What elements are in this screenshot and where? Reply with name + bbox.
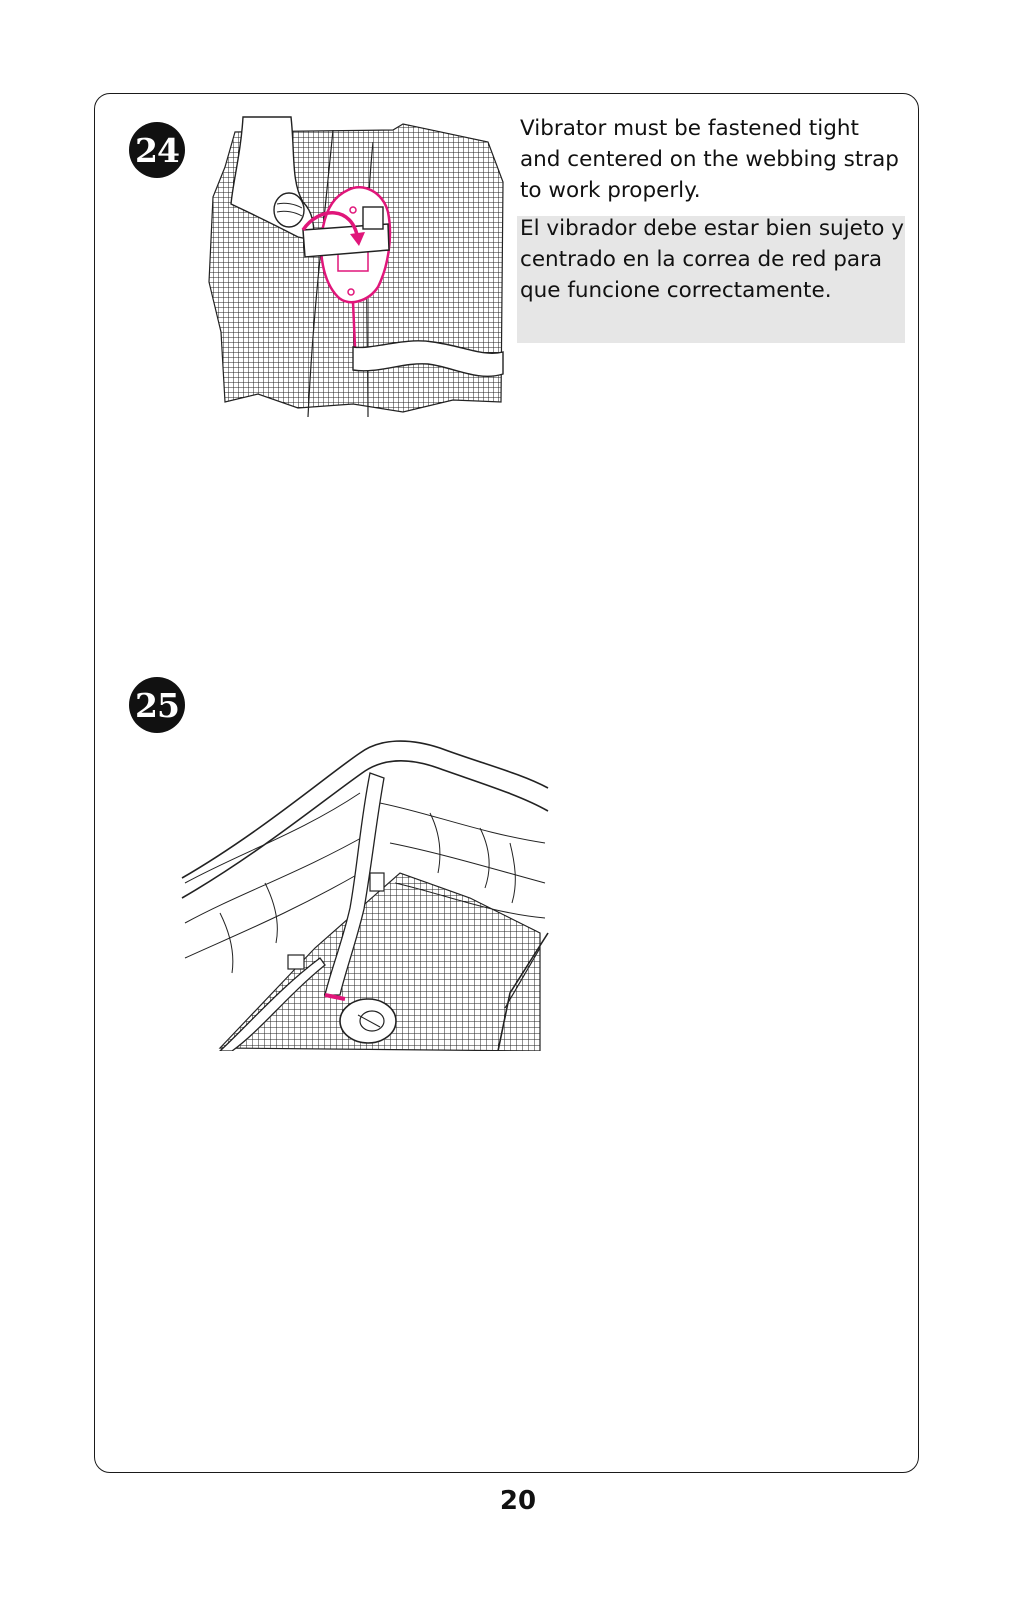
- step-24-badge: [129, 122, 185, 178]
- step-24-instruction-english: Vibrator must be fastened tight and centered on the webbing strap to work properly.: [520, 116, 899, 203]
- step-24-number: 24: [135, 130, 179, 170]
- step-25-badge: [129, 677, 185, 733]
- bassinet-vibrator-illustration: [180, 733, 550, 1051]
- step-24-instruction-spanish: El vibrador debe estar bien sujeto y centrado en la correa de red para que funcione correctamente.: [520, 216, 904, 303]
- vibrator-strap-illustration: [203, 112, 508, 422]
- step-25-number: 25: [135, 685, 179, 725]
- page-number: 20: [499, 1486, 537, 1516]
